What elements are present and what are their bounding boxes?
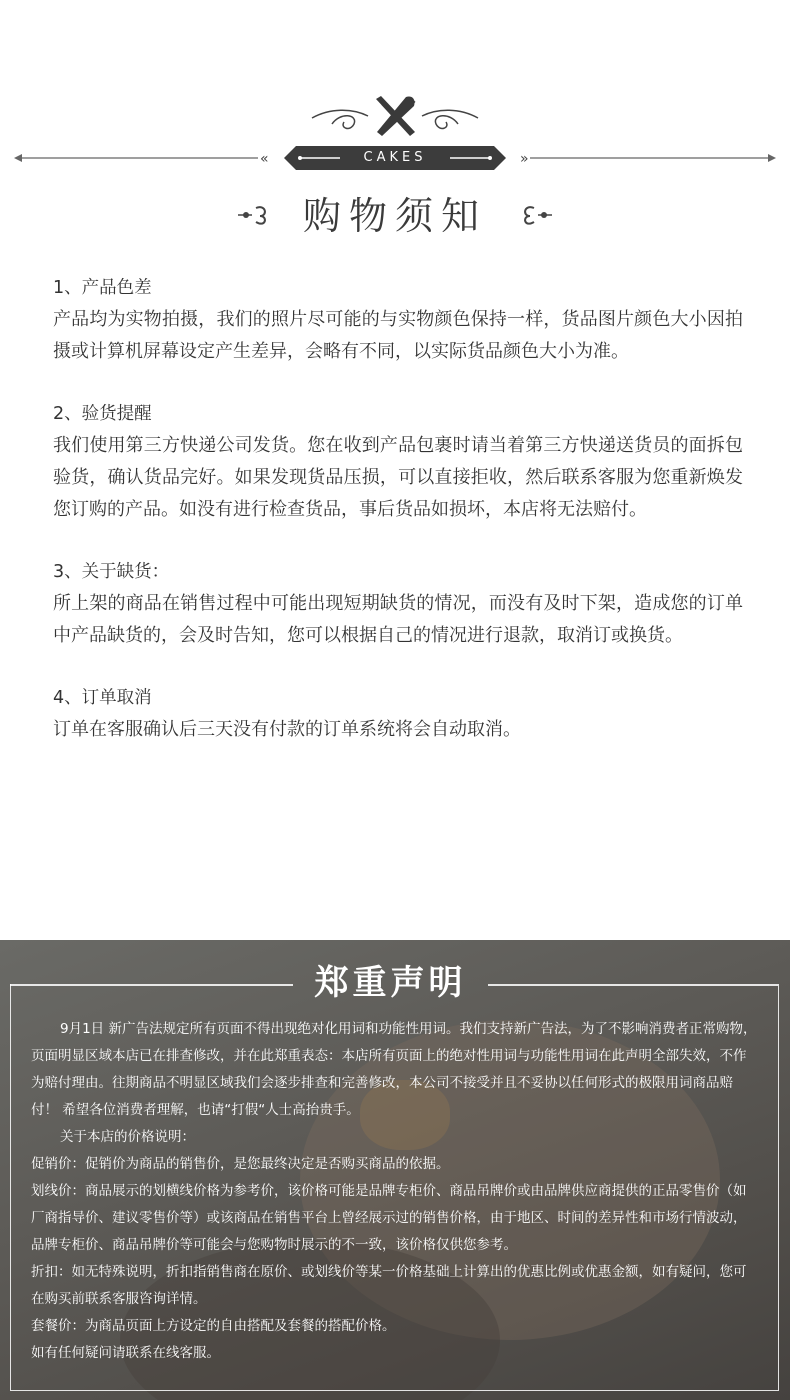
notice-body: 产品均为实物拍摄，我们的照片尽可能的与实物颜色保持一样，货品图片颜色大小因拍摄或计算机屏幕设定产生差异，会略有不同，以实际货品颜色大小为准。: [53, 309, 743, 362]
notice-heading: 3、关于缺货：: [53, 562, 170, 582]
notice-out-of-stock: [53, 556, 743, 652]
svg-text:«: «: [260, 151, 269, 167]
svg-text:»: »: [520, 151, 529, 167]
discount-note: 折扣：如无特殊说明，折扣指销售商在原价、或划线价等某一价格基础上计算出的优惠比例或优惠金额，如有疑问，您可在购买前联系客服咨询详情。: [31, 1264, 747, 1307]
right-flourish: [525, 207, 552, 223]
notice-inspection: [53, 398, 743, 526]
frame-top-line: [10, 984, 293, 986]
notice-heading: 2、验货提醒: [53, 404, 152, 424]
notice-heading: 4、订单取消: [53, 688, 152, 708]
bundle-price-note: 套餐价：为商品页面上方设定的自由搭配及套餐的搭配价格。: [31, 1318, 396, 1334]
promo-price-note: 促销价：促销价为商品的销售价，是您最终决定是否购买商品的依据。: [31, 1156, 450, 1172]
price-heading: 关于本店的价格说明：: [60, 1129, 195, 1145]
disclaimer-intro: 9月1日 新广告法规定所有页面不得出现绝对化用词和功能性用词。我们支持新广告法，为了不影响消费者正常购物，页面明显区域本店已在排查修改，并在此郑重表态：本店所有页面上的绝对性用词与功能性用词在此声明全部失效，不作为赔付理由。往期商品不明显区域我们会逐步排查和完善修改，本公司不接受并且不妥协以任何形式的极限用词商品赔付！ 希望各位消费者理解，也请“打假“人士高抬贵手。: [31, 1021, 757, 1118]
notice-heading: 1、产品色差: [53, 278, 152, 298]
disclaimer-title: 郑重声明: [314, 963, 467, 1003]
fork-knife-icon: [376, 96, 416, 136]
notice-order-cancel: [53, 682, 743, 746]
disclaimer-panel: [0, 940, 790, 1400]
strike-price-note: 划线价：商品展示的划横线价格为参考价，该价格可能是品牌专柜价、商品吊牌价或由品牌供应商提供的正品零售价（如厂商指导价、建议零售价等）或该商品在销售平台上曾经展示过的销售价格，由于地区、时间的差异性和市场行情波动，品牌专柜价、商品吊牌价等可能会与您购物时展示的不一致，该价格仅供您参考。: [31, 1183, 747, 1253]
left-flourish: [238, 207, 265, 223]
header-ornament: [0, 0, 790, 250]
notice-color-difference: [53, 272, 743, 368]
disclaimer-text: [31, 1016, 759, 1367]
contact-note: 如有任何疑问请联系在线客服。: [31, 1345, 220, 1361]
cakes-badge-label: CAKES: [363, 150, 427, 165]
notice-list: [53, 272, 743, 776]
notice-body: 我们使用第三方快递公司发货。您在收到产品包裹时请当着第三方快递送货员的面拆包验货，确认货品完好。如果发现货品压损，可以直接拒收，然后联系客服为您重新焕发您订购的产品。如没有进行检查货品，事后货品如损坏，本店将无法赔付。: [53, 435, 743, 520]
notice-body: 订单在客服确认后三天没有付款的订单系统将会自动取消。: [53, 719, 521, 740]
frame-top-line: [488, 984, 778, 986]
notice-body: 所上架的商品在销售过程中可能出现短期缺货的情况，而没有及时下架，造成您的订单中产品缺货的，会及时告知，您可以根据自己的情况进行退款，取消订或换货。: [53, 593, 743, 646]
page-title: 购物须知: [302, 194, 487, 238]
